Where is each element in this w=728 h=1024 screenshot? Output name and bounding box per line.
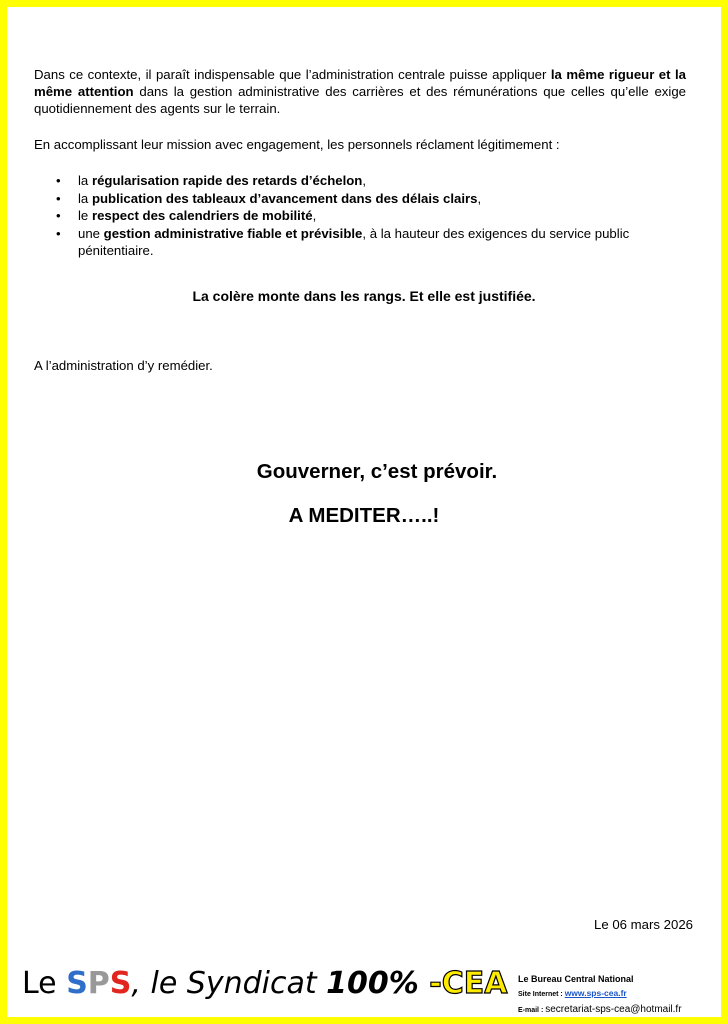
email-line: E-mail : secretariat-sps-cea@hotmail.fr [518,1004,682,1015]
bullet-icon: • [56,190,61,206]
contact-block [518,972,682,1018]
email-address[interactable]: secretariat-sps-cea@hotmail.fr [545,1004,682,1015]
site-line: Site Internet : www.sps-cea.fr [518,988,627,998]
paragraph-context: Dans ce contexte, il paraît indispensable que l’administration centrale puisse appliquer la même rigueur et la même attention dans la gestion administrative des carrières et des rémunérations que celles qu’elle exige quotidiennement des agents sur le terrain. [34,67,686,116]
list-item: • la régularisation rapide des retards d’échelon, [56,173,367,188]
bureau-title: Le Bureau Central National [518,974,634,984]
document-date: Le 06 mars 2026 [594,917,693,932]
demands-list [34,172,686,260]
list-item: • la publication des tableaux d’avancement dans des délais clairs, [56,190,482,206]
bullet-icon: • [56,173,61,188]
list-item: • une gestion administrative fiable et prévisible, à la hauteur des exigences du service public pénitentiaire. [56,225,630,258]
emphasis-rigueur: la même rigueur et la même attention [34,67,686,99]
mediter-heading: A MEDITER…..! [288,504,440,527]
remedier-line: A l’administration d’y remédier. [34,358,213,373]
sps-slogan-logo: Le SPS, le Syndicat 100% -CEA [22,966,508,1001]
list-item: • le respect des calendriers de mobilité, [56,208,317,223]
gouverner-heading: Gouverner, c’est prévoir. [256,460,498,483]
colere-statement: La colère monte dans les rangs. Et elle est justifiée. [192,288,536,304]
site-link[interactable]: www.sps-cea.fr [564,988,627,998]
bullet-icon: • [56,225,61,241]
paragraph-engagement: En accomplissant leur mission avec engagement, les personnels réclament légitimement : [34,137,560,152]
bullet-icon: • [56,208,61,223]
